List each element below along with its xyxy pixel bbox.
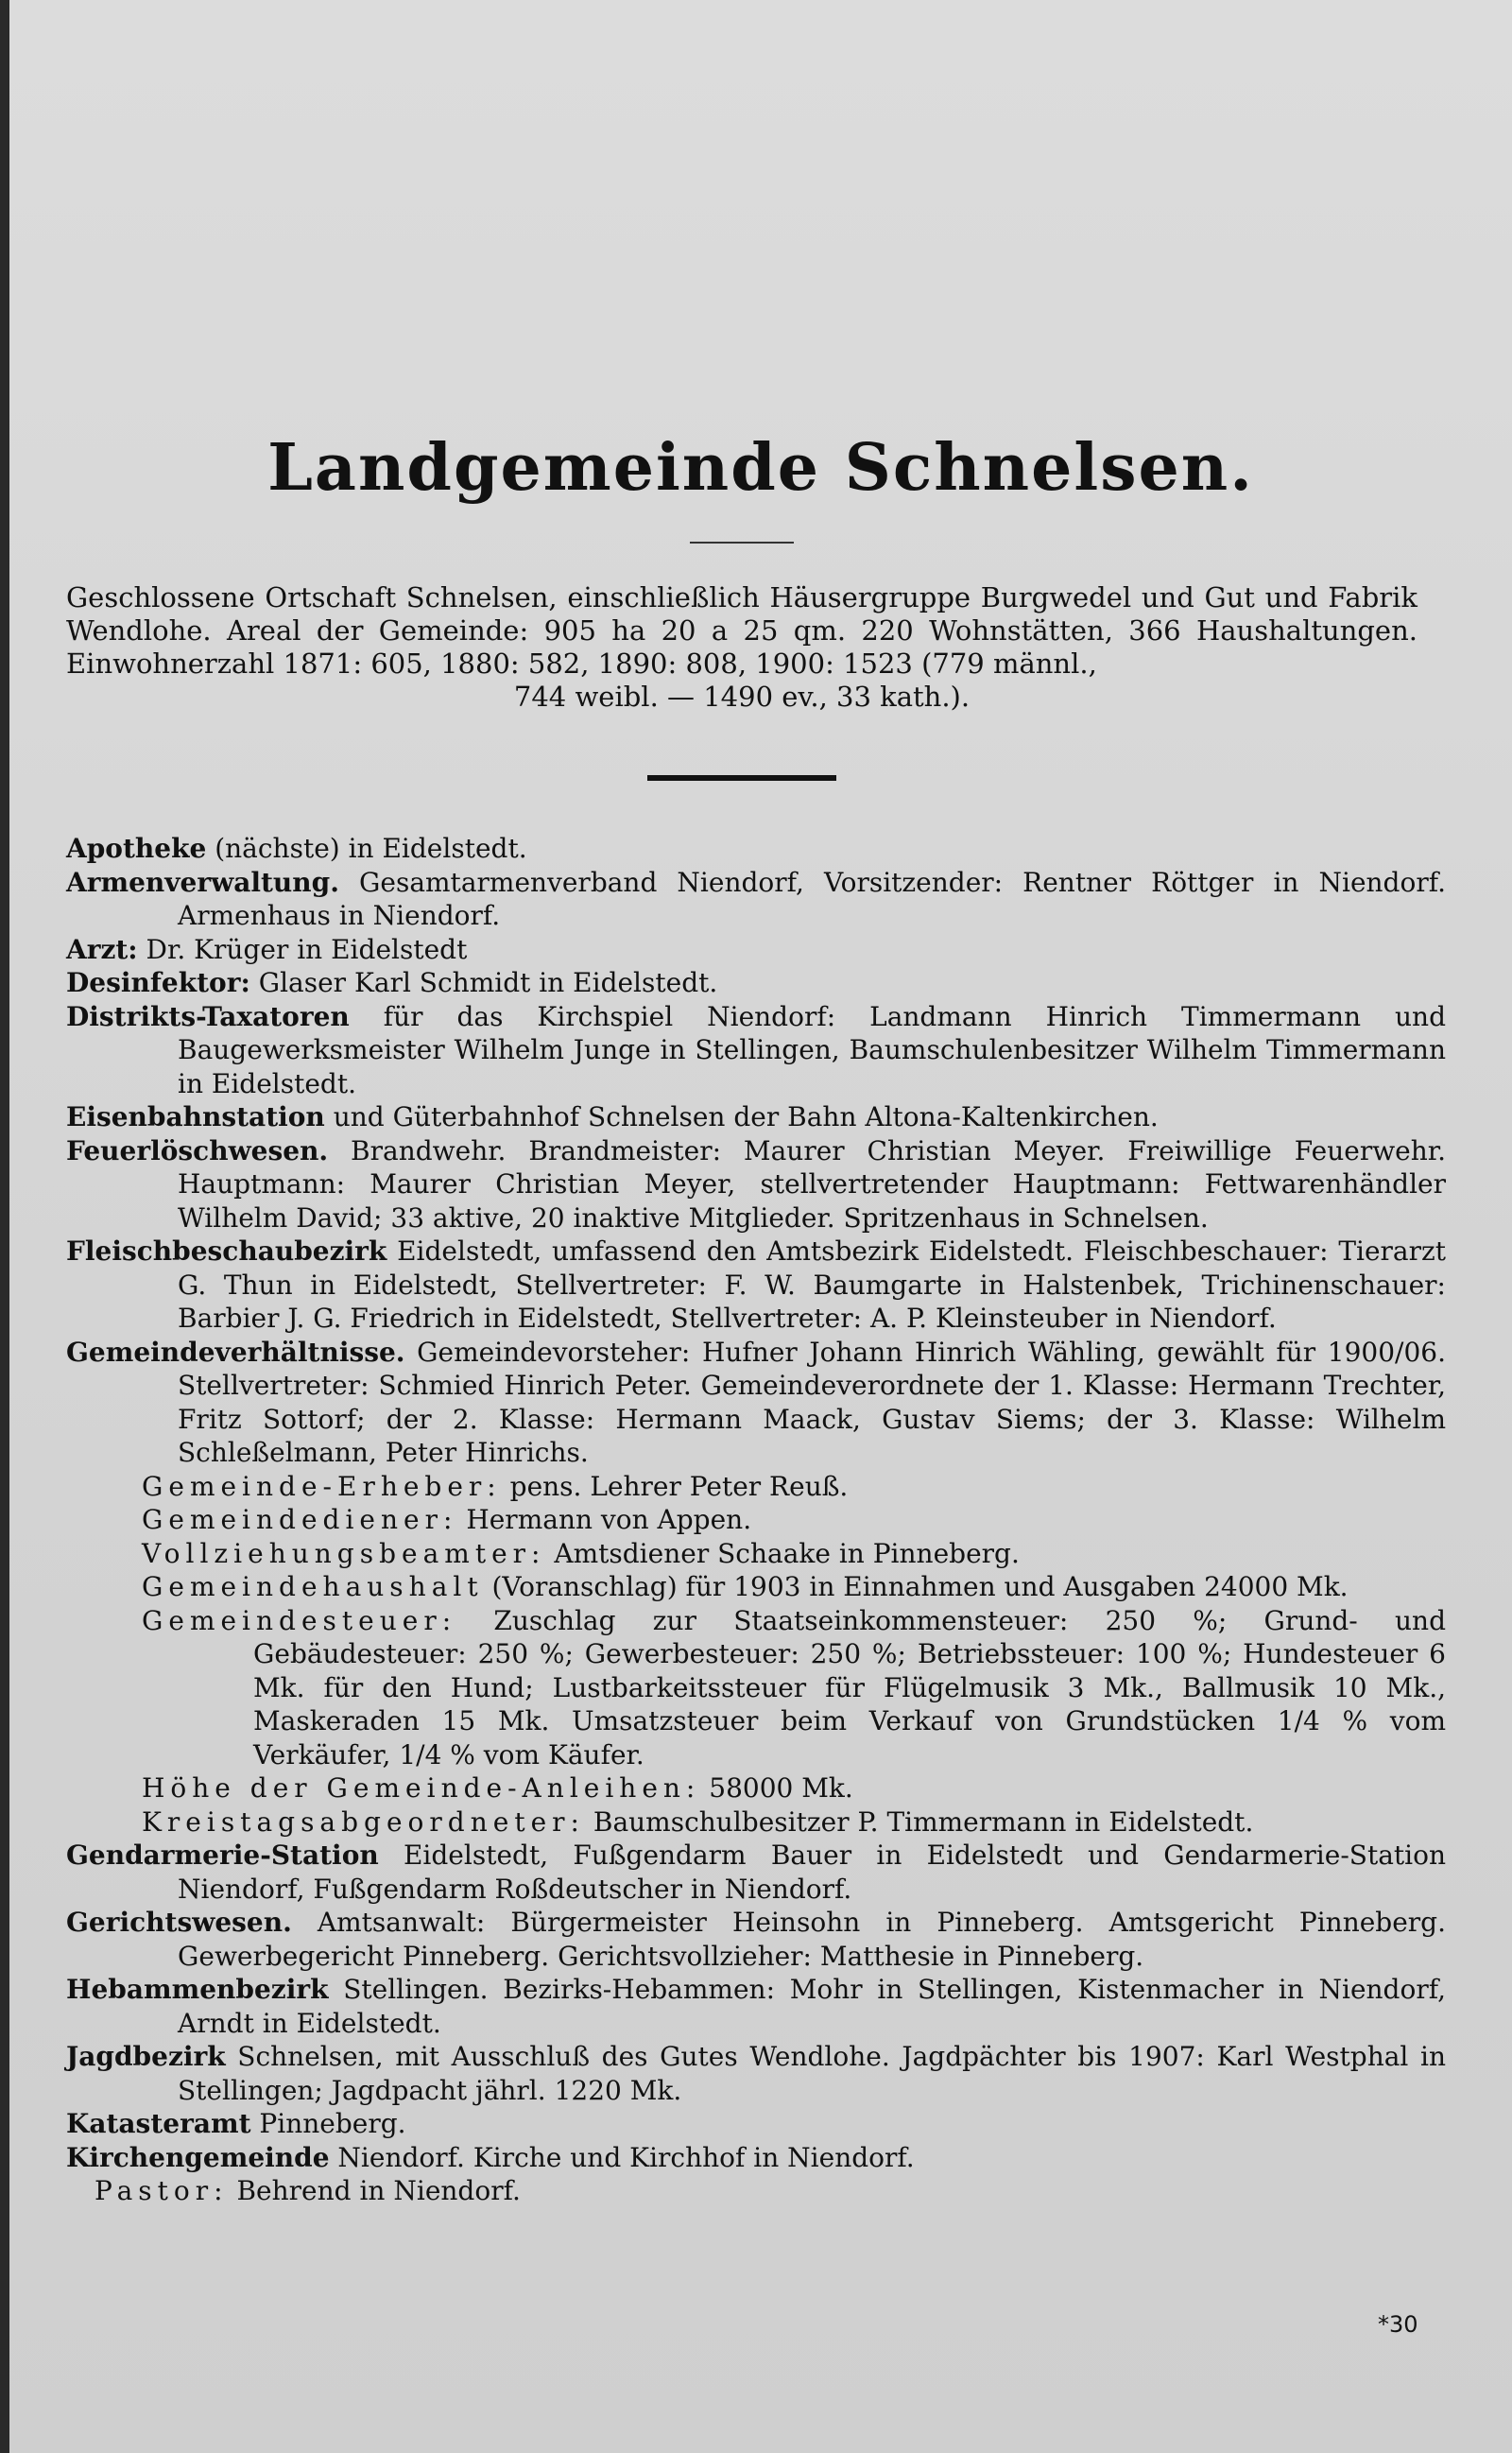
sub-entry-label: Kreistagsabgeordneter:	[142, 1805, 585, 1838]
sub-entry	[66, 1503, 1446, 1537]
entry-text: Eidelstedt, umfassend den Amtsbezirk Eidelstedt. Fleischbeschauer: Tierarzt G. Thun in Eidelstedt, Stellvertreter: F. W. Baumgarte in Halstenbek, Trichinenschauer: Barbier J. G. Friedrich in Eidelstedt, Stellvertreter: A. P. Kleinsteuber in Niendorf.	[178, 1235, 1446, 1334]
sub-entry	[66, 2174, 1446, 2208]
entry	[66, 1336, 1446, 1470]
entry-label: Gerichtswesen.	[66, 1907, 292, 1938]
entry-label: Katasteramt	[66, 2108, 251, 2139]
entry-label: Desinfektor:	[66, 967, 250, 998]
entry-label: Fleischbeschaubezirk	[66, 1235, 387, 1267]
entry-text: Gesamtarmenverband Niendorf, Vorsitzender: Rentner Röttger in Niendorf. Armenhaus in Niendorf.	[178, 866, 1446, 931]
entry-text: Brandwehr. Brandmeister: Maurer Christian Meyer. Freiwillige Feuerwehr. Hauptmann: Maurer Christian Meyer, stellvertretender Hauptmann: Fettwarenhändler Wilhelm David; 33 aktive, 20 inaktive Mitglieder. Spritzenhaus in Schnelsen.	[178, 1134, 1446, 1234]
sub-entry-label: Vollziehungsbeamter:	[142, 1537, 546, 1569]
sub-entry-text: Baumschulbesitzer P. Timmermann in Eidelstedt.	[584, 1805, 1254, 1838]
title-divider	[690, 542, 794, 544]
entry-label: Distrikts-Taxatoren	[66, 1000, 350, 1032]
entry-label: Feuerlöschwesen.	[66, 1134, 329, 1166]
page-title: Landgemeinde Schnelsen.	[267, 430, 1254, 506]
intro-paragraph	[66, 581, 1418, 714]
entry-label: Gendarmerie-Station	[66, 1840, 379, 1871]
sub-entry-text: Behrend in Niendorf.	[228, 2175, 521, 2206]
entry-text: Schnelsen, mit Ausschluß des Gutes Wendlohe. Jagdpächter bis 1907: Karl Westphal in Stellingen; Jagdpacht jährl. 1220 Mk.	[178, 2041, 1446, 2106]
sub-entry-label: Pastor:	[94, 2175, 229, 2206]
sub-entry-label: Gemeindediener:	[142, 1504, 458, 1535]
entry	[66, 866, 1446, 933]
sub-entry	[66, 1771, 1446, 1805]
sub-entry-label: Gemeindehaushalt	[142, 1571, 484, 1602]
sub-entry	[66, 1470, 1446, 1504]
entry	[66, 1134, 1446, 1235]
entry	[66, 1000, 1446, 1101]
entry	[66, 1973, 1446, 2040]
entry-text: und Güterbahnhof Schnelsen der Bahn Altona-Kaltenkirchen.	[324, 1101, 1159, 1132]
sub-entry-text: Hermann von Appen.	[457, 1504, 752, 1535]
entry-text: Amtsanwalt: Bürgermeister Heinsohn in Pinneberg. Amtsgericht Pinneberg. Gewerbegericht Pinneberg. Gerichtsvollzieher: Matthesie in Pinneberg.	[178, 1907, 1446, 1972]
entry-text: Dr. Krüger in Eidelstedt	[137, 933, 468, 965]
sub-entry-text: Zuschlag zur Staatseinkommensteuer: 250 %; Grund- und Gebäudesteuer: 250 %; Gewerbesteuer: 250 %; Betriebssteuer: 100 %; Hundesteuer 6 Mk. für den Hund; Lustbarkeitssteuer für Flügelmusik 3 Mk., Ballmusik 10 Mk., Maskeraden 15 Mk. Umsatzsteuer beim Verkauf von Grundstücken 1/4 % vom Verkäufer, 1/4 % vom Käufer.	[253, 1604, 1446, 1771]
sub-entry	[66, 1537, 1446, 1571]
entry-label: Eisenbahnstation	[66, 1101, 325, 1132]
entry	[66, 2040, 1446, 2107]
entry-text: für das Kirchspiel Niendorf: Landmann Hinrich Timmermann und Baugewerksmeister Wilhelm Junge in Stellingen, Baumschulenbesitzer Wilhelm Timmermann in Eidelstedt.	[178, 1000, 1446, 1099]
sub-entry	[66, 1805, 1446, 1840]
entry	[66, 966, 1446, 1000]
entry	[66, 1906, 1446, 1973]
entry-label: Hebammenbezirk	[66, 1974, 329, 2005]
entry	[66, 933, 1446, 967]
entry-label: Arzt:	[66, 933, 138, 965]
entry-text: Niendorf. Kirche und Kirchhof in Niendorf.	[329, 2141, 915, 2173]
entry-text: Stellingen. Bezirks-Hebammen: Mohr in Stellingen, Kistenmacher in Niendorf, Arndt in Eidelstedt.	[178, 1974, 1446, 2039]
entry	[66, 2107, 1446, 2141]
entry-text: Pinneberg.	[250, 2108, 406, 2139]
sub-entry-text: (Voranschlag) für 1903 in Einnahmen und Ausgaben 24000 Mk.	[483, 1571, 1349, 1602]
entry	[66, 832, 1446, 866]
entry	[66, 2141, 1446, 2175]
sub-entry	[66, 1570, 1446, 1604]
entry-label: Kirchengemeinde	[66, 2141, 330, 2173]
entry-text: Eidelstedt, Fußgendarm Bauer in Eidelstedt und Gendarmerie-Station Niendorf, Fußgendarm Roßdeutscher in Niendorf.	[178, 1840, 1446, 1905]
entry-label: Jagdbezirk	[66, 2041, 226, 2072]
entry-label: Apotheke	[66, 833, 207, 864]
page-number: *30	[1378, 2311, 1418, 2338]
sub-entry-label: Gemeindesteuer:	[142, 1604, 457, 1636]
sub-entry-label: Höhe der Gemeinde-Anleihen:	[142, 1772, 701, 1804]
sub-entry-label: Gemeinde-Erheber:	[142, 1470, 502, 1502]
entry-label: Armenverwaltung.	[66, 866, 339, 898]
entry-text: Gemeindevorsteher: Hufner Johann Hinrich Wähling, gewählt für 1900/06. Stellvertreter: Schmied Hinrich Peter. Gemeindeverordnete der 1. Klasse: Hermann Trechter, Fritz Sottorf; der 2. Klasse: Hermann Maack, Gustav Siems; der 3. Klasse: Wilhelm Schleßelmann, Peter Hinrichs.	[178, 1336, 1446, 1468]
entry	[66, 1100, 1446, 1134]
entry-text: Glaser Karl Schmidt in Eidelstedt.	[249, 967, 718, 998]
sub-entry-text: 58000 Mk.	[700, 1772, 853, 1804]
entry	[66, 1235, 1446, 1336]
entry-label: Gemeindeverhältnisse.	[66, 1336, 405, 1368]
sub-entry-text: pens. Lehrer Peter Reuß.	[501, 1470, 849, 1502]
entry	[66, 1839, 1446, 1906]
sub-entry-text: Amtsdiener Schaake in Pinneberg.	[545, 1537, 1020, 1569]
intro-last-line: 744 weibl. — 1490 ev., 33 kath.).	[513, 681, 971, 713]
sub-entry	[66, 1604, 1446, 1772]
entry-text: (nächste) in Eidelstedt.	[206, 833, 527, 864]
section-divider	[647, 775, 836, 781]
intro-text: Geschlossene Ortschaft Schnelsen, einschließlich Häusergruppe Burgwedel und Gut und Fabrik Wendlohe. Areal der Gemeinde: 905 ha 20 a 25 qm. 220 Wohnstätten, 366 Haushaltungen. Einwohnerzahl 1871: 605, 1880: 582, 1890: 808, 1900: 1523 (779 männl.,	[66, 581, 1418, 680]
entries-list	[66, 832, 1446, 2208]
